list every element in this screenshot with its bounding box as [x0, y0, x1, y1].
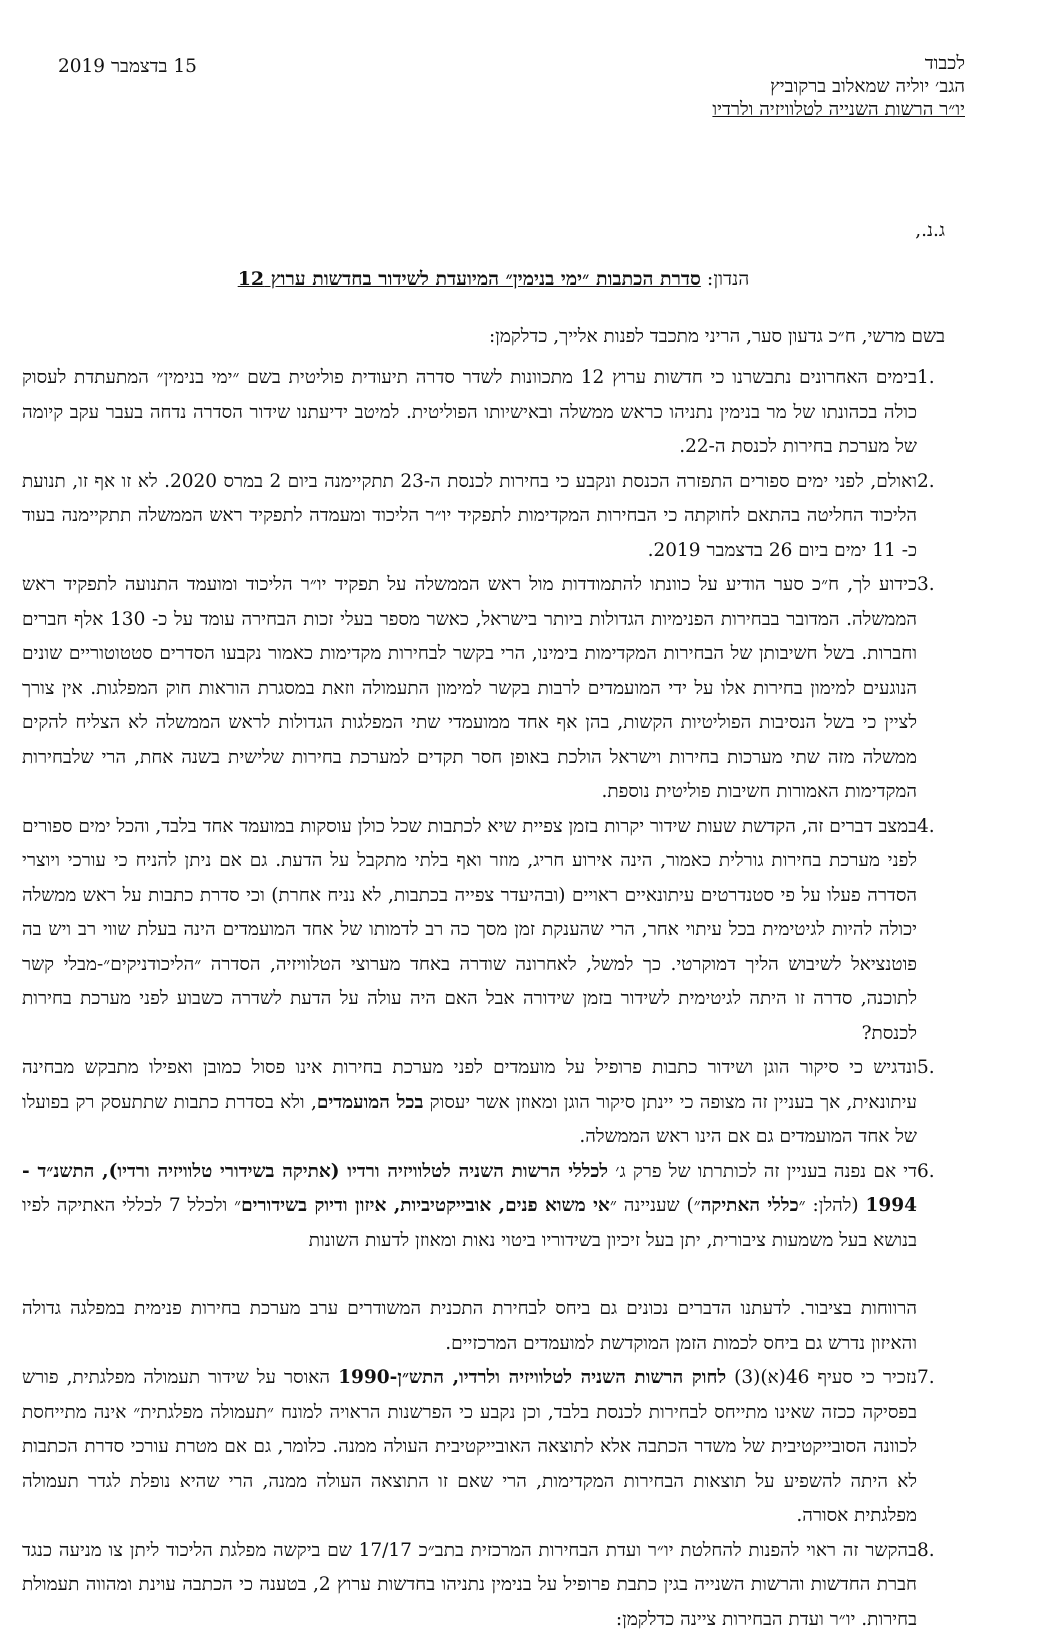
text-run: הרווחות בציבור. לדעתנו הדברים נכונים גם ביחס לבחירת התכנית המשודרים ערב מערכת בחירות פנימית במפלגה גדולה והאיזון נדרש גם ביחס לכמות הזמן המוקדשת למועמדים המרכזיים.	[22, 1298, 917, 1354]
paragraph-7	[22, 1361, 965, 1534]
paragraph-number: 4.	[917, 810, 965, 845]
text-run: , ולא בסדרת כתבות שתתעסק רק בפועלו של אחד המועמדים גם אם הינו ראש הממשלה.	[22, 1092, 917, 1148]
paragraph-text: כידוע לך, ח״כ סער הודיע על כוונתו להתמודדות מול ראש הממשלה על תפקיד יו״ר הליכוד ומועמד התנועה לתפקיד ראש הממשלה. המדובר בבחירות הפנימיות הגדולות ביותר בישראל, כאשר מספר בעלי זכות הבחירה עומד על כ- 130 אלף חברים וחברות. בשל חשיבותן של הבחירות המקדימות בימינו, הרי בקשר לבחירות מקדימות כאמור נקבעו הסדרים סטטוטוריים שונים הנוגעים למימון בחירות אלו על ידי המועמדים לרבות בקשר למימון התעמולה וזאת במסגרת הוראות חוק המפלגות. אין צורך לציין כי בשל הנסיבות הפוליטיות הקשות, בהן אף אחד ממועמדי שתי המפלגות הגדולות לראש הממשלה לא הצליח להקים ממשלה מזה שתי מערכות בחירות וישראל הולכת באופן חסר תקדים למערכת בחירות שלישית בשנה אחת, הרי שלבחירות המקדימות האמורות חשיבות פוליטית נוספת.	[22, 568, 917, 810]
text-run: (להלן: ״	[799, 1195, 866, 1216]
text-run: האוסר על שידור תעמולה מפלגתית, פורש בפסיקה ככזה שאינו מתייחס לבחירות לכנסת בלבד, וכן נקבע כי הפרשנות הראויה למונח ״תעמולה מפלגתית״ אינה מתייחסת לכוונה הסובייקטיבית של משדר הכתבה אלא לתוצאה האובייקטיבית העולה ממנה. כלומר, גם אם מטרת עורכי סדרת הכתבות לא היתה להשפיע על תוצאות הבחירות המקדימות, הרי שאם זו התוצאה העולה ממנה, הרי שהיא נופלת לגדר תעמולה מפלגתית אסורה.	[22, 1367, 917, 1526]
paragraph-text: בהקשר זה ראוי להפנות להחלטת יו״ר ועדת הבחירות המרכזית בתב״כ 17/17 שם ביקשה מפלגת הליכוד ליתן צו מניעה כנגד חברת החדשות והרשות השנייה בגין כתבת פרופיל על בנימין נתניהו בחדשות ערוץ 2, בטענה כי הכתבה עוינת ומהווה תעמולת בחירות. יו״ר ועדת הבחירות ציינה כדלקמן:	[22, 1534, 917, 1637]
subject-prefix: הנדון:	[707, 268, 749, 290]
paragraph-3	[22, 568, 965, 810]
recipient-position: יו״ר הרשות השנייה לטלוויזיה ולרדיו	[712, 98, 965, 121]
paragraph-text	[22, 1361, 917, 1534]
paragraph-text: ואולם, לפני ימים ספורים התפזרה הכנסת ונקבע כי בחירות לכנסת ה-23 תתקיימנה ביום 2 במרס 2020. לא זו אף זו, תנועת הליכוד החליטה בהתאם לחוקתה כי הבחירות המקדימות לתפקיד יו״ר הליכוד ומעמדה לתפקיד ראש הממשלה תתקיימנה בעוד כ- 11 ימים ביום 26 בדצמבר 2019.	[22, 465, 917, 569]
text-run: ונדגיש כי סיקור הוגן ושידור כתבות פרופיל על מועמדים לפני מערכת בחירות אינו פסול כמובן ואפילו מתבקש מבחינה עיתונאית, אך בעניין זה מצופה כי יינתן סיקור הוגן ומאוזן אשר יעסוק	[22, 1057, 917, 1113]
paragraph-number: 8.	[917, 1534, 965, 1569]
paragraph-number: 3.	[917, 568, 965, 603]
text-run: ״ ולכלל 7 לכללי האתיקה לפיו בנושא בעל משמעות ציבורית, יתן בעל זיכיון בשידוריו ביטוי נאות ומאוזן לדעות השונות	[22, 1195, 917, 1251]
paragraph-number: 5.	[917, 1051, 965, 1086]
bold-run: כללי האתיקה	[701, 1195, 799, 1216]
paragraph-8	[22, 1534, 965, 1637]
paragraph-5	[22, 1051, 965, 1155]
greeting: ג.נ.,	[22, 220, 945, 268]
bold-run: בכל המועמדים	[317, 1092, 424, 1113]
paragraph-gap	[22, 1258, 917, 1292]
paragraph-text	[22, 1155, 917, 1362]
salutation-to: לכבוד	[712, 52, 965, 75]
subject-line	[22, 268, 965, 291]
paragraph-number: 1.	[917, 361, 965, 396]
paragraph-1	[22, 361, 965, 465]
letter-header	[22, 52, 965, 150]
text-run: נזכיר כי סעיף 46(א)(3)	[726, 1367, 917, 1388]
paragraph-4	[22, 810, 965, 1052]
subject-title: סדרת הכתבות ״ימי בנימין״ המיועדת לשידור בחדשות ערוץ 12	[238, 268, 701, 290]
bold-run: לחוק הרשות השניה לטלוויזיה ולרדיו, התש״ן-1990	[338, 1367, 726, 1388]
paragraph-text: במצב דברים זה, הקדשת שעות שידור יקרות בזמן צפיית שיא לכתבות שכל כולן עוסקות במועמד אחד בלבד, והכל ימים ספורים לפני מערכת בחירות גורלית כאמור, הינה אירוע חריג, מוזר ואף בלתי מתקבל על הדעת. גם אם ניתן להניח כי עורכי ויוצרי הסדרה פעלו על פי סטנדרטים עיתונאיים ראויים (ובהיעדר צפייה בכתבות, לא נניח אחרת) וכי סדרת כתבות על ראש ממשלה יכולה להיות לגיטימית בכל עיתוי אחר, הרי שהענקת זמן מסך כה רב לדמותו של אחד המועמדים הינה בעלת שווי רב ויש בה פוטנציאל לשיבוש הליך דמוקרטי. כך למשל, לאחרונה שודרה באחד מערוצי הטלוויזיה, הסדרה ״הליכודניקים״-מבלי קשר לתוכנה, סדרה זו היתה לגיטימית לשידור בזמן שידורה אבל האם היה עולה על הדעת לשדרה כשבוע לפני מערכת בחירות לכנסת?	[22, 810, 917, 1052]
paragraph-text	[22, 1051, 917, 1155]
opening-line: בשם מרשי, ח״כ גדעון סער, הריני מתכבד לפנות אלייך, כדלקמן:	[22, 321, 945, 353]
paragraph-number: 2.	[917, 465, 965, 500]
recipient-name: הגב׳ יוליה שמאלוב ברקוביץ	[712, 75, 965, 98]
paragraph-2	[22, 465, 965, 569]
recipient-block	[712, 52, 965, 121]
letter-date: 15 בדצמבר 2019	[58, 56, 197, 78]
text-run: ״) שעניינה ״	[610, 1195, 701, 1216]
paragraph-6	[22, 1155, 965, 1362]
paragraph-number: 7.	[917, 1361, 965, 1396]
text-run: די אם נפנה בעניין זה לכותרתו של פרק ג׳	[608, 1161, 917, 1182]
bold-run: לכללי הרשות השניה לטלוויזיה ורדיו (אתיקה בשידורי טלוויזיה ורדיו), התשנ״ד - 1994	[22, 1161, 917, 1217]
bold-run: אי משוא פנים, אובייקטיביות, איזון ודיוק בשידורים	[241, 1195, 610, 1216]
paragraph-number: 6.	[917, 1155, 965, 1190]
paragraph-text: בימים האחרונים נתבשרנו כי חדשות ערוץ 12 מתכוונות לשדר סדרה תיעודית פוליטית בשם ״ימי בנימין״ המתעתדת לעסוק כולה בכהונתו של מר בנימין נתניהו כראש ממשלה ובאישיותו הפוליטית. למיטב ידיעתנו שידור הסדרה נדחה בעבר עקב קיומה של מערכת בחירות לכנסת ה-22.	[22, 361, 917, 465]
